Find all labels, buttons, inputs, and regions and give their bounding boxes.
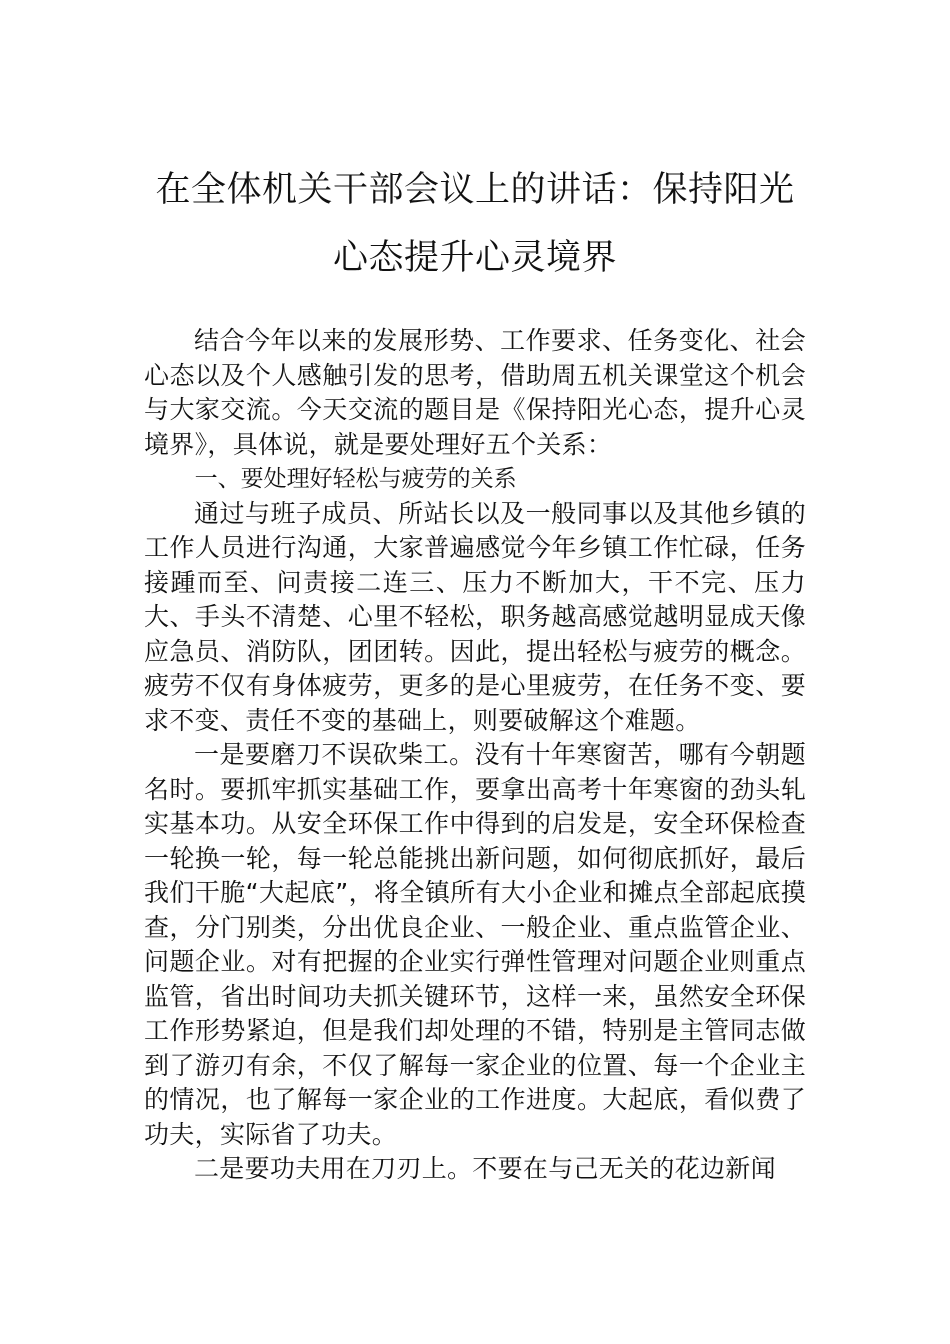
document-title-line-1: 在全体机关干部会议上的讲话：保持阳光 — [155, 170, 795, 210]
paragraph-point-2: 二是要功夫用在刀刃上。不要在与己无关的花边新闻 — [194, 1154, 776, 1183]
section-heading-1: 一、要处理好轻松与疲劳的关系 — [194, 466, 517, 492]
paragraph-fatigue: 通过与班子成员、所站长以及一般同事以及其他乡镇的工作人员进行沟通，大家普遍感觉今年乡镇工作忙碌，任务接踵而至、问责接二连三、压力不断加大，干不完、压力大、手头不清楚、心里不轻松，职务越高感觉越明显成天像应急员、消防队，团团转。因此，提出轻松与疲劳的概念。疲劳不仅有身体疲劳，更多的是心里疲劳，在任务不变、要求不变、责任不变的基础上，则要破解这个难题。 — [144, 498, 806, 735]
paragraph-intro: 结合今年以来的发展形势、工作要求、任务变化、社会心态以及个人感触引发的思考，借助周五机关课堂这个机会与大家交流。今天交流的题目是《保持阳光心态，提升心灵境界》，具体说，就是要处理好五个关系： — [144, 326, 806, 459]
document-title-line-2: 心态提升心灵境界 — [332, 238, 617, 278]
paragraph-point-1: 一是要磨刀不误砍柴工。没有十年寒窗苦，哪有今朝题名时。要抓牢抓实基础工作，要拿出高考十年寒窗的劲头轧实基本功。从安全环保工作中得到的启发是，安全环保检查一轮换一轮，每一轮总能挑出新问题，如何彻底抓好，最后我们干脆“大起底”，将全镇所有大小企业和摊点全部起底摸查，分门别类，分出优良企业、一般企业、重点监管企业、问题企业。对有把握的企业实行弹性管理对问题企业则重点监管，省出时间功夫抓关键环节，这样一来，虽然安全环保工作形势紧迫，但是我们却处理的不错，特别是主管同志做到了游刃有余，不仅了解每一家企业的位置、每一个企业主的情况，也了解每一家企业的工作进度。大起底，看似费了功夫，实际省了功夫。 — [144, 740, 806, 1149]
document-body — [144, 324, 806, 1187]
